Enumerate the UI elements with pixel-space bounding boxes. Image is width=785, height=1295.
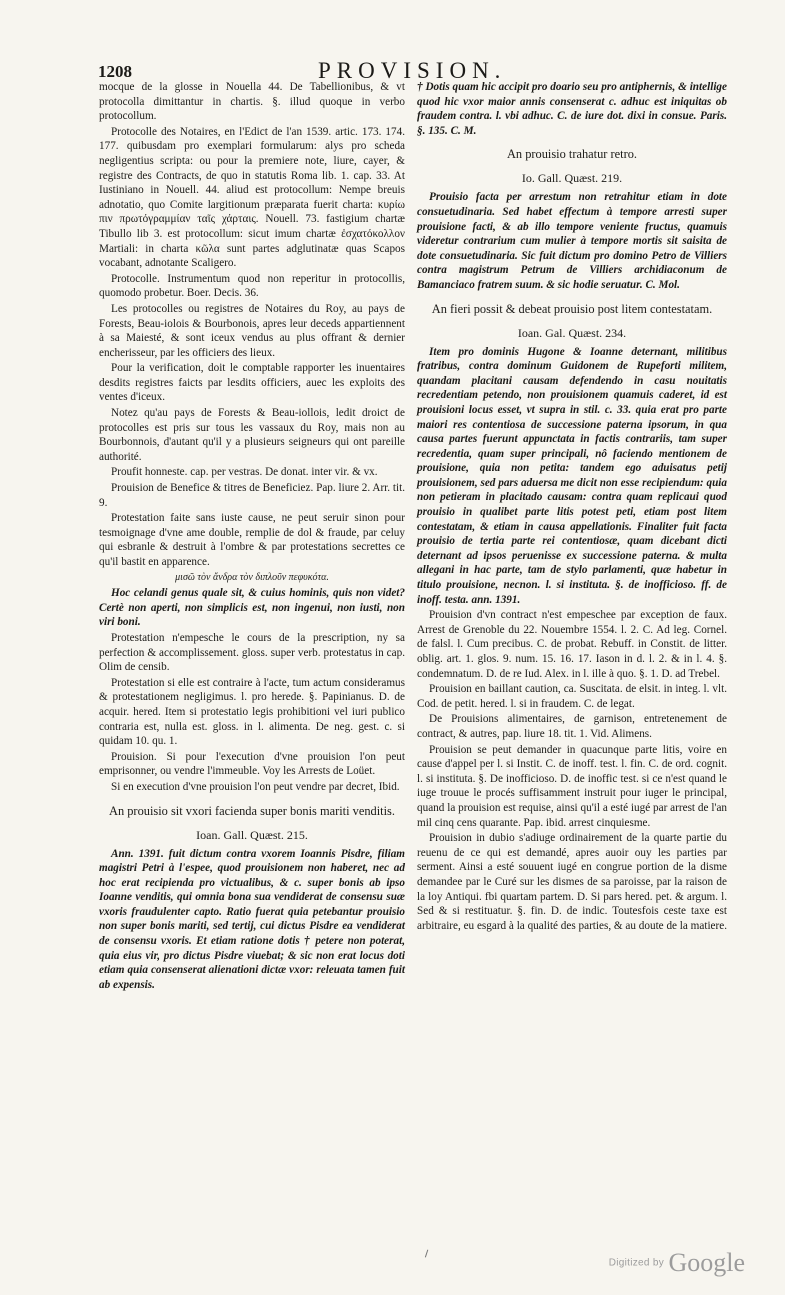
section-reference: Io. Gall. Quæst. 219. [521, 171, 623, 186]
paragraph: Prouision en baillant caution, ca. Suscitata. de elsit. in integ. l. vlt. Cod. de petit. hered. l. si in fraudem. C. de legat. [417, 683, 727, 710]
section-heading: An prouisio sit vxori facienda super bonis mariti venditis. [109, 803, 395, 818]
running-title: PROVISION. [318, 58, 507, 83]
paragraph: Hoc celandi genus quale sit, & cuius hominis, quis non videt? Certè non aperti, non simplicis est, non ingenui, non iusti, non viri boni. [99, 587, 405, 629]
paragraph: Pour la verification, doit le comptable rapporter les inuentaires desdits registres faicts par lesdits officiers, auec les exploits des ventes d'iceux. [99, 362, 405, 404]
paragraph: Si en execution d'vne prouision l'on peut vendre par decret, Ibid. [111, 780, 400, 793]
paragraph: Proufit honneste. cap. per vestras. De donat. inter vir. & vx. [111, 466, 378, 479]
page-number: 1208 [98, 62, 132, 81]
paragraph: Protestation faite sans iuste cause, ne peut seruir sinon pour tesmoignage d'vne ame double, remplie de dol & fraude, par celuy qui esbranle & destruit à l'ombre & par protestations secrettes ce qu'il bastit en apparence. [99, 512, 405, 568]
paragraph: Prouision in dubio s'adiuge ordinairement de la quarte partie du reuenu de ce qui est demandé, apres auoir ouy les parties par serment. Ainsi a esté souuent iugé en congrue portion de la disme demandee par le Curé sur les dismes de sa paroisse, par la raison de la loy Antiqui. fbi quartam partem. D. Si pars hered. pet. & argum. l. Sed & si restituatur. §. fin. D. de indic. Toutesfois ceste taxe est arbitraire, eu esgard à la qualité des parties, & au doute de la matiere. [417, 832, 728, 932]
paragraph: Protocolle. Instrumentum quod non reperitur in protocollis, quomodo probetur. Boer. Decis. 36. [99, 272, 405, 300]
paragraph: Notez qu'au pays de Forests & Beau-iollois, ledit droict de protocolles est pris sur tous les vassaux du Roy, mais non au Bourbonnois, d'autant qu'il y a plusieurs seigneurs qui ont pareille authorité. [99, 407, 405, 463]
paragraph: Protestation n'empesche le cours de la prescription, ny sa perfection & accomplissement. gloss. super verb. protestatus in cap. Olim de censib. [99, 631, 405, 674]
paragraph: Prouision de Benefice & titres de Beneficiez. Pap. liure 2. Arr. tit. 9. [99, 482, 405, 509]
paragraph: Protestation si elle est contraire à l'acte, tum actum consideramus & protestationem negligimus. l. pro herede. §. Papinianus. D. de acquir. hered. Item si protestatio legis prohibitioni vel iuri publico contraria est, nulla est. gloss. in l. alimenta. De neg. gest. c. si quidam 10. qu. 1. [99, 676, 405, 748]
digitized-by-label: Digitized by [608, 1257, 664, 1269]
paragraph: Prouision se peut demander in quacunque parte litis, voire en cause d'appel per l. si Instit. C. de inoff. test. l. fin. C. de ord. cognit. l. si instituta. §. De inofficioso. D. de inoffic test. si ce n'est quand le iuge trouue le procés suffisamment instruit pour iuger le principal, quand la prouision est requise, ainsi qu'il a esté iugé par arrest de l'an mil cinq cens quarante. Pap. ibid. arrest cinquiesme. [417, 743, 727, 829]
section-reference: Ioan. Gall. Quæst. 215. [196, 827, 308, 842]
paragraph: Prouision. Si pour l'execution d'vne prouision l'on peut emprisonner, ou vendre l'immeuble. Voy les Arrests de Loüet. [99, 750, 405, 778]
paragraph: mocque de la glosse in Nouella 44. De Tabellionibus, & vt protocolla dimittantur in chartis. §. illud quoque in verbo protocollum. [99, 81, 405, 123]
greek-quote: μισῶ τὸν ἄνδρα τὸν διπλοῦν πεφυκότα. [175, 571, 329, 583]
right-column [417, 80, 727, 934]
google-logo: Google [668, 1248, 745, 1277]
paragraph: Item pro dominis Hugone & Ioanne deternant, militibus fratribus, contra dominum Guidonem de Rupeforti militem, quandam placitani causam defendendo in casu nouitatis recredentiam petendo, non prouisionem quamuis caderet, id est prouisioni locus esset, vt supra in stil. c. 33. quia erat pro parte maiori res contentiosa de successione paterna ipsorum, in qua causa partes fuerunt appunctata in factis contrariis, tam super recredentia, quam super principali, nô faciendo mentionem de prouisione, quia non petita: tandem ego aduisatus petij prouisionem, sed pars aduersa me dicit non esse recipiendum: quia non petieram in placitado causam: contra quam replicaui quod prouisio in qualibet parte litis potest peti, etiam post litem contestatam, & etiam in causa appellationis. Finaliter fuit facta prouisio de tertia parte rei contentiosæ, quam dicebant dicti deternant ad ipsos peruenisse ex successione paterna. & multa allegani in hac parte, tam de stylo parlamenti, quæ habetur in titulo prouisione, necnon. l. si instituta. §. de inofficioso. ff. de inoff. testa. ann. 1391. [417, 345, 727, 606]
paragraph: Les protocolles ou registres de Notaires du Roy, au pays de Forests, Beau-iolois & Bourbonois, apres leur deceds appartiennent à sa Maiesté, & sont iceux vendus au plus offrant & dernier encherisseur, par les officiers des lieux. [99, 302, 405, 359]
section-reference: Ioan. Gal. Quæst. 234. [517, 325, 627, 340]
paragraph: Protocolle des Notaires, en l'Edict de l'an 1539. artic. 173. 174. 177. quibusdam pro exemplari formularum: alys pro scheda negligentius scripta: ou pour la premiere note, liure, cayer, & registre des Contracts, de quo in statutis Roma lib. 1. cap. 33. At Iustiniano in Nouell. 44. aliud est protocollum: Nempe breuis adnotatio, quo Comite largitionum præparata fuerit charta: κυρίω πιν πρωτόγραμμίαν ταῖς χάρταις. Nouell. 73. fastigium chartæ Tibullo lib 3. est protocollum: sicut imum chartæ ἐσχατόκολλον Martiali: in charta κῶλα sunt partes adglutinatæ quas Scapos vocabant, adnotante Scaligero. [99, 125, 405, 270]
footnote: † Dotis quam hic accipit pro doario seu pro antiphernis, & intellige quod hic vxor maior annis consenserat c. adhuc est iniquitas ob fraudem contra. l. vbi adhuc. C. de iure dot. dixi in consue. Paris. §. 135. C. M. [417, 81, 727, 137]
left-column [99, 80, 405, 993]
section-heading: An fieri possit & debeat prouisio post litem contestatam. [431, 301, 713, 316]
paragraph: Prouisio facta per arrestum non retrahitur etiam in dote consuetudinaria. Sed habet effectum à tempore arresti super prouisione facti, & ab illo tempore veniente fructus, quamuis videretur contrarium cum mulier à tempore mortis sit saisita de dote consuetudinaria. Sic fuit dictum pro domino Petro de Villiers contra magistrum Petrum de Villiers archidiaconum de Bamanciaco fratrem suum. & sic hodie seruatur. C. Mol. [417, 191, 727, 291]
paragraph: De Prouisions alimentaires, de garnison, entretenement de contract, & autres, pap. liure 18. tit. 1. Vid. Alimens. [417, 713, 727, 740]
paragraph: Prouision d'vn contract n'est empeschee par exception de faux. Arrest de Grenoble du 22. Nouembre 1554. l. 2. C. Ad leg. Cornel. de falsl. l. Cum precibus. C. de probat. Rebuff. in Constit. de litter. oblig. art. 1. glos. 9. num. 15. 16. 17. Iason in d. l. 2. & in l. 4. §. condemnatum. D. de re Iud. Alex. in l. ille à quo. §. 1. D. ad Trebel. [417, 609, 727, 680]
paragraph: Ann. 1391. fuit dictum contra vxorem Ioannis Pisdre, filiam magistri Petri à l'espee, quod prouisionem non haberet, nec ad hoc erat recipienda pro victualibus, & c. super bonis ab ipso Ioanne venditis, qui omnia bona sua vendiderat de consensu suæ vxoris fraudulenter capto. Ratio fuerat quia petebantur prouisio non super bonis mariti, sed tertij, cui dictus Pisdre ea vendiderat de consensu vxoris. Et etiam ratione dotis † petere non poterat, quia eius vir, pro dictus Pisdre viuebat; & sic non erat locus doti etiam quia consenserat alienationi dictæ vxor: releuata tamen fuit ab expensis. [99, 847, 405, 991]
section-heading: An prouisio trahatur retro. [506, 147, 638, 162]
ink-mark [425, 1250, 431, 1259]
digitization-watermark [609, 1248, 745, 1278]
